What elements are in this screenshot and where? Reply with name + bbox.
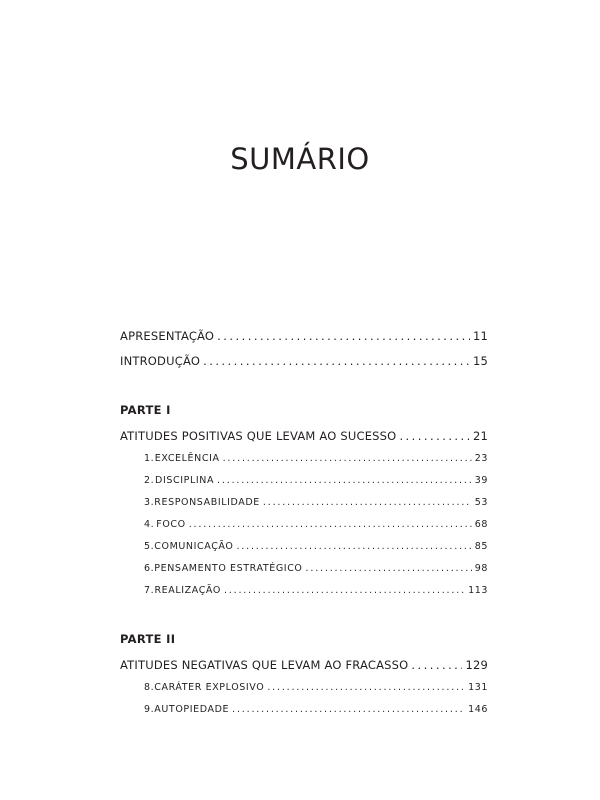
- chapter-label: FOCO: [156, 519, 186, 530]
- chapter-label: COMUNICAÇÃO: [154, 541, 234, 552]
- toc-part-heading-1[interactable]: [120, 429, 488, 443]
- dot-leader: [399, 429, 470, 443]
- chapter-number: 9.: [144, 704, 155, 715]
- chapter-number: 1.: [144, 453, 155, 464]
- part-label-1: PARTE I: [120, 403, 171, 417]
- chapter-number: 7.: [144, 585, 155, 596]
- toc-chapter-5[interactable]: [144, 541, 488, 552]
- toc-chapter-2[interactable]: [144, 475, 488, 486]
- toc-entry-introducao[interactable]: [120, 354, 488, 368]
- toc-entry-label: APRESENTAÇÃO: [120, 329, 215, 343]
- page-title: SUMÁRIO: [230, 142, 370, 176]
- chapter-label: CARÁTER EXPLOSIVO: [154, 682, 265, 693]
- dot-leader: [411, 658, 462, 672]
- dot-leader: [267, 682, 465, 693]
- chapter-label: PENSAMENTO ESTRATÉGICO: [154, 563, 303, 574]
- chapter-number: 2.: [144, 475, 155, 486]
- toc-page-number: 39: [474, 475, 488, 486]
- chapter-label: EXCELÊNCIA: [154, 453, 220, 464]
- toc-page-number: 129: [465, 658, 488, 672]
- toc-page-number: 11: [472, 329, 488, 343]
- dot-leader: [224, 585, 465, 596]
- chapter-number: 4.: [144, 519, 155, 530]
- chapter-label: RESPONSABILIDADE: [154, 497, 260, 508]
- chapter-number: 6.: [144, 563, 155, 574]
- dot-leader: [306, 563, 472, 574]
- chapter-label: DISCIPLINA: [155, 475, 215, 486]
- dot-leader: [232, 704, 465, 715]
- toc-page-number: 131: [468, 682, 488, 693]
- toc-page-number: 53: [474, 497, 488, 508]
- dot-leader: [217, 329, 470, 343]
- toc-chapter-1[interactable]: [144, 453, 488, 464]
- dot-leader: [203, 354, 470, 368]
- toc-page-number: 146: [468, 704, 488, 715]
- toc-chapter-9[interactable]: [144, 704, 488, 715]
- chapter-number: 3.: [144, 497, 155, 508]
- toc-page-number: 15: [472, 354, 488, 368]
- toc-entry-label: ATITUDES NEGATIVAS QUE LEVAM AO FRACASSO: [120, 658, 409, 672]
- toc-chapter-3[interactable]: [144, 497, 488, 508]
- toc-entry-label: ATITUDES POSITIVAS QUE LEVAM AO SUCESSO: [120, 429, 397, 443]
- chapter-number: 5.: [144, 541, 155, 552]
- toc-page-number: 85: [474, 541, 488, 552]
- toc-chapter-8[interactable]: [144, 682, 488, 693]
- toc-chapter-7[interactable]: [144, 585, 488, 596]
- toc-page-number: 21: [472, 429, 488, 443]
- chapter-label: REALIZAÇÃO: [154, 585, 221, 596]
- chapter-label: AUTOPIEDADE: [154, 704, 230, 715]
- toc-page-number: 98: [474, 563, 488, 574]
- toc-part-heading-2[interactable]: [120, 658, 488, 672]
- toc-entry-label: INTRODUÇÃO: [120, 354, 201, 368]
- toc-page-number: 68: [474, 519, 488, 530]
- toc-chapter-4[interactable]: [144, 519, 488, 530]
- part-label-2: PARTE II: [120, 632, 176, 646]
- chapter-number: 8.: [144, 682, 155, 693]
- toc-page-number: 113: [468, 585, 488, 596]
- dot-leader: [223, 453, 472, 464]
- dot-leader: [263, 497, 472, 508]
- toc-entry-apresentacao[interactable]: [120, 329, 488, 343]
- dot-leader: [189, 519, 472, 530]
- dot-leader: [217, 475, 472, 486]
- toc-chapter-6[interactable]: [144, 563, 488, 574]
- dot-leader: [236, 541, 471, 552]
- toc-page-number: 23: [474, 453, 488, 464]
